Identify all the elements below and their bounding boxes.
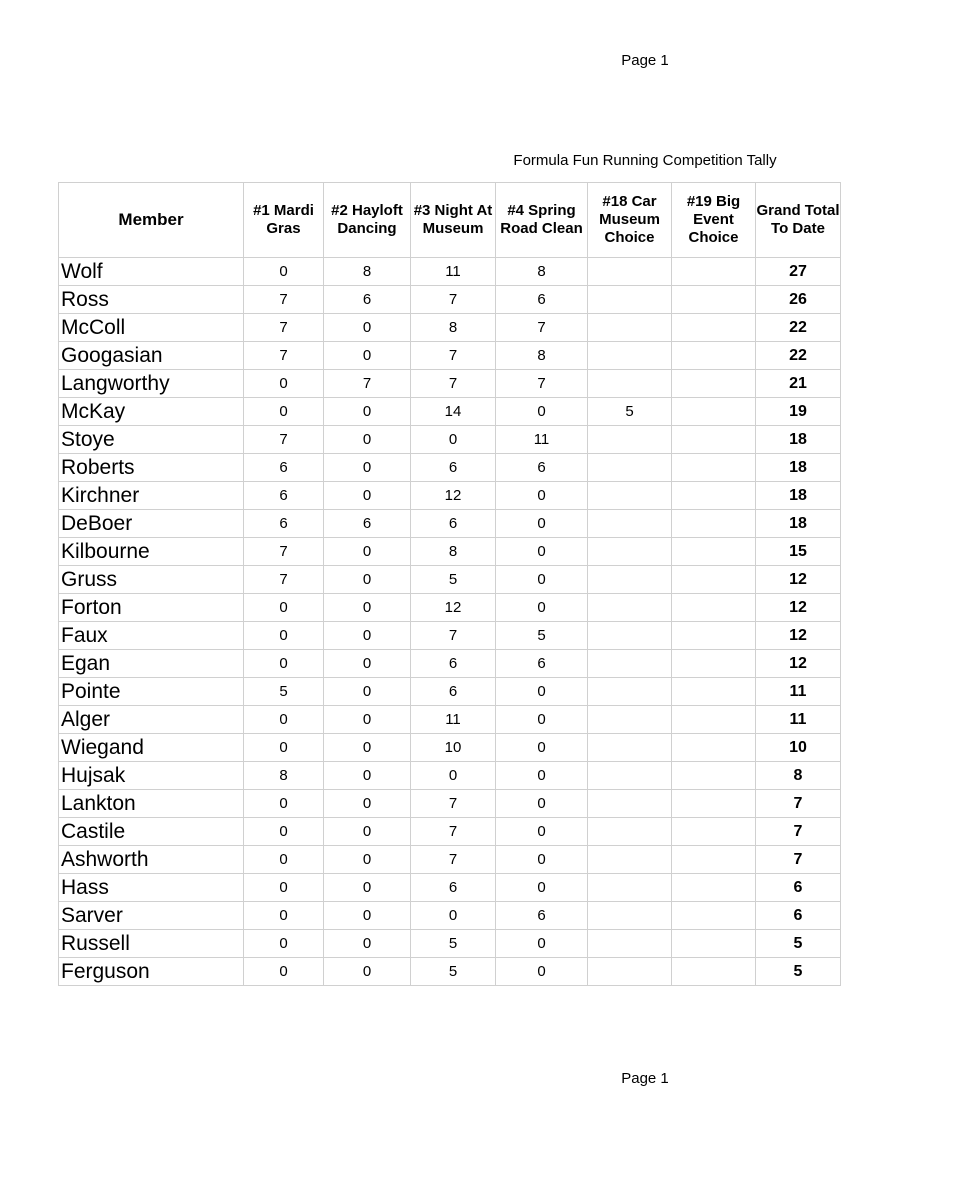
car-museum-choice-cell [588, 650, 672, 678]
night-at-museum-cell: 6 [411, 454, 496, 482]
big-event-choice-cell [672, 930, 756, 958]
mardi-gras-cell: 6 [244, 482, 324, 510]
big-event-choice-cell [672, 762, 756, 790]
big-event-choice-cell [672, 482, 756, 510]
big-event-choice-cell [672, 566, 756, 594]
big-event-choice-cell [672, 846, 756, 874]
mardi-gras-cell: 7 [244, 342, 324, 370]
night-at-museum-cell: 7 [411, 622, 496, 650]
table-row [59, 314, 841, 342]
hayloft-dancing-cell: 0 [324, 426, 411, 454]
car-museum-choice-cell [588, 510, 672, 538]
table-row [59, 538, 841, 566]
mardi-gras-cell: 0 [244, 790, 324, 818]
grand-total-cell: 5 [756, 958, 841, 986]
table-row [59, 398, 841, 426]
car-museum-choice-cell [588, 622, 672, 650]
grand-total-cell: 18 [756, 454, 841, 482]
grand-total-cell: 18 [756, 482, 841, 510]
night-at-museum-cell: 5 [411, 958, 496, 986]
table-row [59, 566, 841, 594]
spring-road-clean-cell: 0 [496, 678, 588, 706]
member-name-cell: Pointe [59, 678, 244, 706]
header-row [59, 183, 841, 258]
night-at-museum-cell: 7 [411, 790, 496, 818]
grand-total-cell: 6 [756, 874, 841, 902]
big-event-choice-cell [672, 650, 756, 678]
big-event-choice-cell [672, 370, 756, 398]
member-name-cell: Kilbourne [59, 538, 244, 566]
hayloft-dancing-cell: 0 [324, 398, 411, 426]
night-at-museum-cell: 6 [411, 874, 496, 902]
night-at-museum-cell: 0 [411, 902, 496, 930]
car-museum-choice-cell [588, 566, 672, 594]
big-event-choice-cell [672, 538, 756, 566]
hayloft-dancing-cell: 0 [324, 314, 411, 342]
table-row [59, 930, 841, 958]
hayloft-dancing-cell: 0 [324, 930, 411, 958]
car-museum-choice-cell [588, 426, 672, 454]
table-row [59, 482, 841, 510]
hayloft-dancing-cell: 7 [324, 370, 411, 398]
grand-total-cell: 10 [756, 734, 841, 762]
mardi-gras-cell: 7 [244, 314, 324, 342]
grand-total-cell: 7 [756, 790, 841, 818]
table-row [59, 762, 841, 790]
spring-road-clean-cell: 6 [496, 454, 588, 482]
car-museum-choice-cell [588, 594, 672, 622]
member-name-cell: Forton [59, 594, 244, 622]
member-name-cell: Faux [59, 622, 244, 650]
big-event-choice-cell [672, 818, 756, 846]
grand-total-cell: 11 [756, 706, 841, 734]
member-name-cell: Langworthy [59, 370, 244, 398]
car-museum-choice-cell [588, 762, 672, 790]
mardi-gras-cell: 0 [244, 874, 324, 902]
table-row [59, 342, 841, 370]
table-row [59, 370, 841, 398]
spring-road-clean-cell: 11 [496, 426, 588, 454]
big-event-choice-cell [672, 286, 756, 314]
night-at-museum-cell: 7 [411, 818, 496, 846]
mardi-gras-cell: 7 [244, 286, 324, 314]
hayloft-dancing-cell: 0 [324, 958, 411, 986]
spring-road-clean-cell: 0 [496, 762, 588, 790]
spring-road-clean-cell: 0 [496, 482, 588, 510]
tally-table [58, 182, 841, 986]
grand-total-cell: 11 [756, 678, 841, 706]
big-event-choice-cell [672, 706, 756, 734]
table-row [59, 958, 841, 986]
night-at-museum-cell: 0 [411, 762, 496, 790]
big-event-choice-cell [672, 342, 756, 370]
member-name-cell: Wolf [59, 258, 244, 286]
big-event-choice-cell [672, 902, 756, 930]
big-event-choice-cell [672, 678, 756, 706]
spring-road-clean-cell: 7 [496, 370, 588, 398]
car-museum-choice-cell [588, 678, 672, 706]
mardi-gras-cell: 0 [244, 398, 324, 426]
mardi-gras-cell: 6 [244, 510, 324, 538]
grand-total-cell: 18 [756, 510, 841, 538]
table-row [59, 818, 841, 846]
member-name-cell: Hujsak [59, 762, 244, 790]
member-name-cell: Ross [59, 286, 244, 314]
hayloft-dancing-cell: 0 [324, 482, 411, 510]
member-name-cell: Castile [59, 818, 244, 846]
member-name-cell: Roberts [59, 454, 244, 482]
mardi-gras-cell: 0 [244, 902, 324, 930]
hayloft-dancing-cell: 6 [324, 510, 411, 538]
mardi-gras-cell: 0 [244, 706, 324, 734]
car-museum-choice-cell [588, 706, 672, 734]
night-at-museum-cell: 5 [411, 566, 496, 594]
car-museum-choice-cell [588, 734, 672, 762]
spring-road-clean-cell: 8 [496, 342, 588, 370]
table-row [59, 258, 841, 286]
table-row [59, 790, 841, 818]
member-name-cell: Sarver [59, 902, 244, 930]
car-museum-choice-cell [588, 342, 672, 370]
grand-total-cell: 26 [756, 286, 841, 314]
grand-total-cell: 7 [756, 846, 841, 874]
hayloft-dancing-cell: 0 [324, 762, 411, 790]
mardi-gras-cell: 0 [244, 594, 324, 622]
table-row [59, 874, 841, 902]
night-at-museum-cell: 8 [411, 538, 496, 566]
car-museum-choice-cell [588, 314, 672, 342]
member-name-cell: McKay [59, 398, 244, 426]
spring-road-clean-cell: 6 [496, 650, 588, 678]
hayloft-dancing-cell: 0 [324, 874, 411, 902]
spring-road-clean-cell: 0 [496, 510, 588, 538]
grand-total-cell: 6 [756, 902, 841, 930]
member-name-cell: Gruss [59, 566, 244, 594]
hayloft-dancing-cell: 0 [324, 846, 411, 874]
night-at-museum-cell: 0 [411, 426, 496, 454]
night-at-museum-cell: 6 [411, 678, 496, 706]
hayloft-dancing-cell: 6 [324, 286, 411, 314]
hayloft-dancing-cell: 0 [324, 342, 411, 370]
header-page-number: Page 1 [621, 52, 669, 69]
column-header-grand-total: Grand Total To Date [756, 183, 841, 258]
grand-total-cell: 27 [756, 258, 841, 286]
mardi-gras-cell: 0 [244, 734, 324, 762]
grand-total-cell: 5 [756, 930, 841, 958]
hayloft-dancing-cell: 0 [324, 790, 411, 818]
night-at-museum-cell: 7 [411, 846, 496, 874]
mardi-gras-cell: 0 [244, 958, 324, 986]
mardi-gras-cell: 0 [244, 930, 324, 958]
mardi-gras-cell: 7 [244, 538, 324, 566]
big-event-choice-cell [672, 958, 756, 986]
spring-road-clean-cell: 0 [496, 566, 588, 594]
spring-road-clean-cell: 5 [496, 622, 588, 650]
car-museum-choice-cell: 5 [588, 398, 672, 426]
spring-road-clean-cell: 0 [496, 734, 588, 762]
car-museum-choice-cell [588, 454, 672, 482]
grand-total-cell: 18 [756, 426, 841, 454]
table-row [59, 622, 841, 650]
mardi-gras-cell: 0 [244, 370, 324, 398]
column-header-mardi-gras: #1 Mardi Gras [244, 183, 324, 258]
mardi-gras-cell: 0 [244, 846, 324, 874]
spring-road-clean-cell: 8 [496, 258, 588, 286]
big-event-choice-cell [672, 594, 756, 622]
column-header-night-at-museum: #3 Night At Museum [411, 183, 496, 258]
grand-total-cell: 19 [756, 398, 841, 426]
spring-road-clean-cell: 0 [496, 790, 588, 818]
car-museum-choice-cell [588, 538, 672, 566]
night-at-museum-cell: 11 [411, 706, 496, 734]
column-header-hayloft-dancing: #2 Hayloft Dancing [324, 183, 411, 258]
big-event-choice-cell [672, 622, 756, 650]
table-title: Formula Fun Running Competition Tally [513, 152, 777, 169]
spring-road-clean-cell: 0 [496, 874, 588, 902]
car-museum-choice-cell [588, 846, 672, 874]
night-at-museum-cell: 12 [411, 482, 496, 510]
grand-total-cell: 15 [756, 538, 841, 566]
member-name-cell: Russell [59, 930, 244, 958]
table-body [59, 258, 841, 986]
night-at-museum-cell: 11 [411, 258, 496, 286]
table-row [59, 846, 841, 874]
big-event-choice-cell [672, 874, 756, 902]
table-row [59, 734, 841, 762]
mardi-gras-cell: 0 [244, 258, 324, 286]
member-name-cell: DeBoer [59, 510, 244, 538]
table-row [59, 706, 841, 734]
mardi-gras-cell: 0 [244, 818, 324, 846]
hayloft-dancing-cell: 0 [324, 566, 411, 594]
hayloft-dancing-cell: 0 [324, 538, 411, 566]
big-event-choice-cell [672, 734, 756, 762]
night-at-museum-cell: 14 [411, 398, 496, 426]
big-event-choice-cell [672, 790, 756, 818]
member-name-cell: Stoye [59, 426, 244, 454]
grand-total-cell: 22 [756, 314, 841, 342]
spring-road-clean-cell: 0 [496, 398, 588, 426]
member-name-cell: Egan [59, 650, 244, 678]
big-event-choice-cell [672, 398, 756, 426]
member-name-cell: Wiegand [59, 734, 244, 762]
mardi-gras-cell: 8 [244, 762, 324, 790]
hayloft-dancing-cell: 0 [324, 678, 411, 706]
spring-road-clean-cell: 0 [496, 706, 588, 734]
hayloft-dancing-cell: 0 [324, 734, 411, 762]
mardi-gras-cell: 7 [244, 566, 324, 594]
member-name-cell: McColl [59, 314, 244, 342]
car-museum-choice-cell [588, 930, 672, 958]
member-name-cell: Googasian [59, 342, 244, 370]
night-at-museum-cell: 10 [411, 734, 496, 762]
grand-total-cell: 21 [756, 370, 841, 398]
car-museum-choice-cell [588, 958, 672, 986]
car-museum-choice-cell [588, 286, 672, 314]
table-row [59, 510, 841, 538]
table-row [59, 286, 841, 314]
car-museum-choice-cell [588, 370, 672, 398]
spring-road-clean-cell: 0 [496, 930, 588, 958]
grand-total-cell: 12 [756, 594, 841, 622]
spring-road-clean-cell: 7 [496, 314, 588, 342]
night-at-museum-cell: 6 [411, 650, 496, 678]
member-name-cell: Ashworth [59, 846, 244, 874]
member-name-cell: Lankton [59, 790, 244, 818]
grand-total-cell: 12 [756, 566, 841, 594]
table-row [59, 650, 841, 678]
grand-total-cell: 7 [756, 818, 841, 846]
night-at-museum-cell: 8 [411, 314, 496, 342]
grand-total-cell: 12 [756, 650, 841, 678]
member-name-cell: Kirchner [59, 482, 244, 510]
car-museum-choice-cell [588, 790, 672, 818]
mardi-gras-cell: 0 [244, 650, 324, 678]
spring-road-clean-cell: 0 [496, 818, 588, 846]
table-row [59, 902, 841, 930]
mardi-gras-cell: 6 [244, 454, 324, 482]
car-museum-choice-cell [588, 874, 672, 902]
big-event-choice-cell [672, 454, 756, 482]
grand-total-cell: 22 [756, 342, 841, 370]
spring-road-clean-cell: 0 [496, 594, 588, 622]
car-museum-choice-cell [588, 258, 672, 286]
night-at-museum-cell: 6 [411, 510, 496, 538]
night-at-museum-cell: 7 [411, 370, 496, 398]
grand-total-cell: 12 [756, 622, 841, 650]
member-name-cell: Ferguson [59, 958, 244, 986]
big-event-choice-cell [672, 510, 756, 538]
column-header-car-museum-choice: #18 Car Museum Choice [588, 183, 672, 258]
member-name-cell: Hass [59, 874, 244, 902]
big-event-choice-cell [672, 426, 756, 454]
night-at-museum-cell: 12 [411, 594, 496, 622]
mardi-gras-cell: 5 [244, 678, 324, 706]
hayloft-dancing-cell: 8 [324, 258, 411, 286]
hayloft-dancing-cell: 0 [324, 902, 411, 930]
mardi-gras-cell: 7 [244, 426, 324, 454]
hayloft-dancing-cell: 0 [324, 818, 411, 846]
hayloft-dancing-cell: 0 [324, 622, 411, 650]
table-row [59, 678, 841, 706]
table-row [59, 594, 841, 622]
footer-page-number: Page 1 [621, 1070, 669, 1087]
table-row [59, 426, 841, 454]
mardi-gras-cell: 0 [244, 622, 324, 650]
night-at-museum-cell: 5 [411, 930, 496, 958]
spring-road-clean-cell: 0 [496, 846, 588, 874]
big-event-choice-cell [672, 258, 756, 286]
hayloft-dancing-cell: 0 [324, 454, 411, 482]
column-header-spring-road-clean: #4 Spring Road Clean [496, 183, 588, 258]
car-museum-choice-cell [588, 818, 672, 846]
big-event-choice-cell [672, 314, 756, 342]
column-header-big-event-choice: #19 Big Event Choice [672, 183, 756, 258]
grand-total-cell: 8 [756, 762, 841, 790]
car-museum-choice-cell [588, 902, 672, 930]
column-header-member: Member [59, 183, 244, 258]
table-row [59, 454, 841, 482]
hayloft-dancing-cell: 0 [324, 706, 411, 734]
hayloft-dancing-cell: 0 [324, 650, 411, 678]
spring-road-clean-cell: 6 [496, 902, 588, 930]
spring-road-clean-cell: 6 [496, 286, 588, 314]
hayloft-dancing-cell: 0 [324, 594, 411, 622]
member-name-cell: Alger [59, 706, 244, 734]
car-museum-choice-cell [588, 482, 672, 510]
spring-road-clean-cell: 0 [496, 538, 588, 566]
night-at-museum-cell: 7 [411, 286, 496, 314]
night-at-museum-cell: 7 [411, 342, 496, 370]
spring-road-clean-cell: 0 [496, 958, 588, 986]
